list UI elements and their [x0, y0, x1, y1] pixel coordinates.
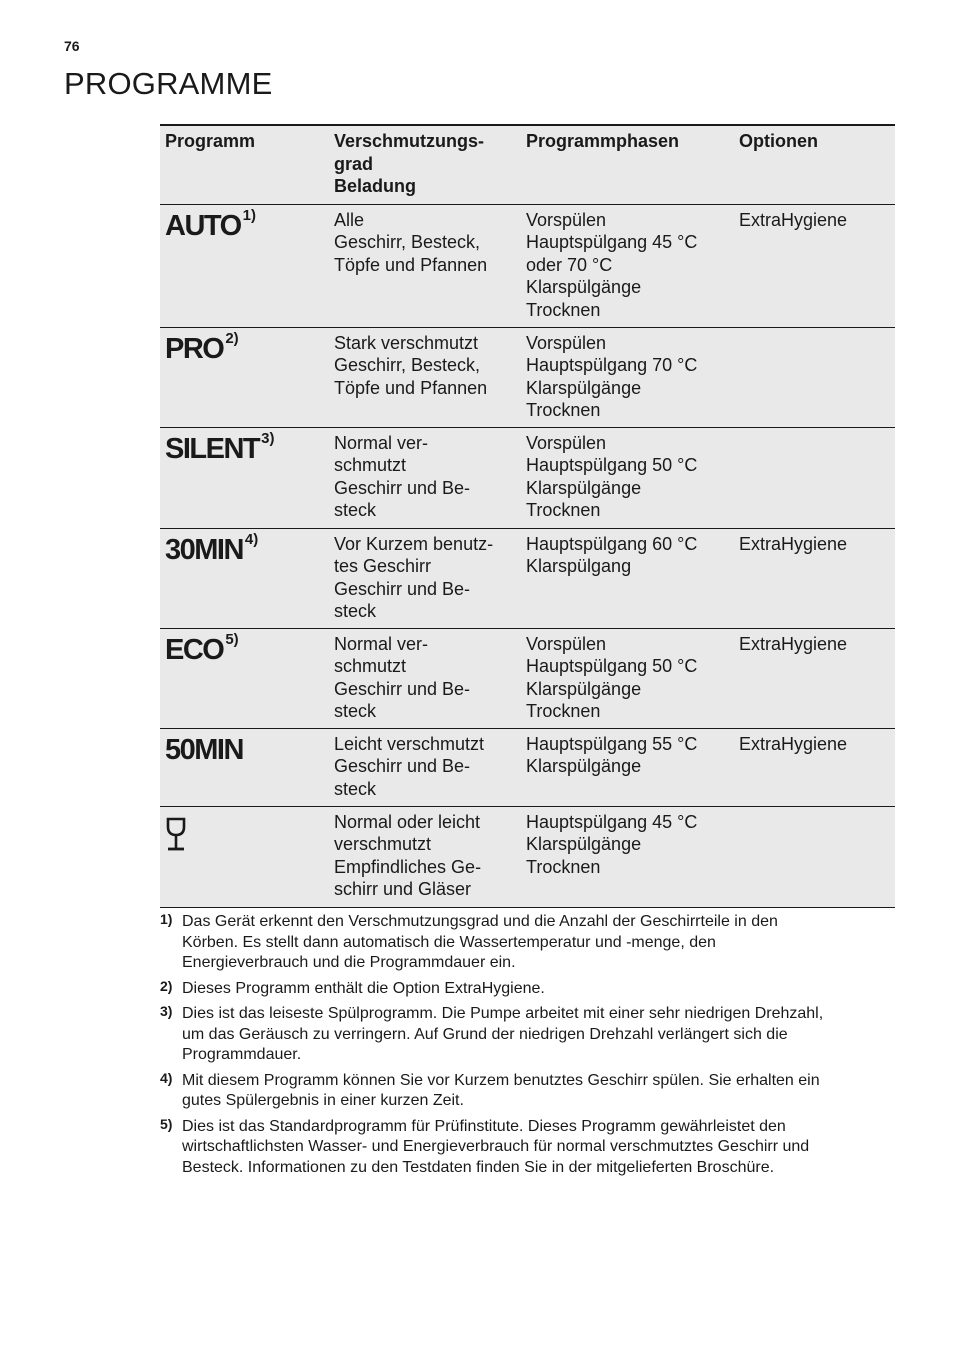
phase-line: oder 70 °C: [526, 254, 613, 275]
program-name: [165, 532, 258, 568]
soil-line: Töpfe und Pfannen: [334, 377, 488, 398]
header-line: grad: [334, 153, 374, 174]
table-row: [160, 427, 895, 528]
program-cell: [160, 806, 329, 907]
options-cell: [734, 327, 895, 427]
soil-line: Stark verschmutzt: [334, 332, 479, 353]
soil-line: Geschirr und Be-: [334, 578, 471, 599]
phase-line: Vorspülen: [526, 432, 607, 453]
footnote-marker: 3): [160, 1003, 173, 1019]
phases-cell: [521, 204, 734, 327]
phase-line: Hauptspülgang 70 °C: [526, 355, 698, 375]
header-line: Verschmutzungs-: [334, 131, 485, 151]
program-label: SILENT: [165, 432, 260, 465]
options-cell: [734, 427, 895, 528]
page-number: 76: [64, 38, 80, 54]
wine-glass-icon: [165, 816, 187, 858]
program-label: ECO: [165, 633, 224, 666]
soil-line: schmutzt: [334, 656, 407, 676]
program-table-container: [160, 124, 895, 908]
footnote-line: Dies ist das leiseste Spülprogramm. Die Pumpe arbeitet mit einer sehr niedrigen Drehzahl,: [182, 1005, 824, 1022]
soil-line: Alle: [334, 209, 365, 230]
soil-line: steck: [334, 778, 377, 799]
program-cell: [160, 728, 329, 806]
footnote: [160, 979, 895, 1000]
options-cell: ExtraHygiene: [739, 533, 848, 554]
soil-line: steck: [334, 601, 377, 621]
phases-cell: [521, 628, 734, 728]
program-cell: [160, 528, 329, 628]
footnote: [160, 1004, 895, 1066]
phase-line: Klarspülgänge: [526, 678, 642, 699]
footnote-ref: 2): [225, 329, 239, 347]
soil-line: tes Geschirr: [334, 556, 432, 576]
program-cell: [160, 628, 329, 728]
footnote: [160, 912, 895, 974]
program-label: 30MIN: [165, 533, 243, 566]
program-table: [160, 124, 895, 908]
program-cell: [160, 327, 329, 427]
program-name: [165, 632, 239, 668]
phase-line: Klarspülgänge: [526, 477, 642, 498]
phases-cell: [521, 427, 734, 528]
phase-line: Klarspülgänge: [526, 756, 642, 776]
table-row: [160, 327, 895, 427]
soil-cell: [329, 728, 521, 806]
phases-cell: [521, 327, 734, 427]
table-row: [160, 806, 895, 907]
footnote-line: Dies ist das Standardprogramm für Prüfinstitute. Dieses Programm gewährleistet den: [182, 1117, 786, 1135]
program-label: AUTO: [165, 209, 241, 242]
footnotes: [160, 912, 895, 1183]
soil-line: steck: [334, 701, 377, 721]
soil-line: Vor Kurzem benutz-: [334, 533, 494, 554]
phases-cell: [521, 806, 734, 907]
soil-line: Empfindliches Ge-: [334, 856, 482, 877]
table-body: [160, 204, 895, 907]
soil-line: verschmutzt: [334, 834, 432, 854]
footnote-marker: 4): [160, 1069, 173, 1086]
program-cell: [160, 427, 329, 528]
table-row: [160, 628, 895, 728]
options-cell: ExtraHygiene: [739, 209, 848, 230]
phase-line: Hauptspülgang 45 °C: [526, 232, 698, 252]
soil-line: Leicht verschmutzt: [334, 733, 485, 754]
soil-cell: [329, 427, 521, 528]
options-cell: ExtraHygiene: [739, 633, 848, 654]
soil-line: Normal ver-: [334, 432, 429, 453]
program-label: PRO: [165, 332, 224, 365]
phase-line: Klarspülgänge: [526, 834, 642, 854]
phase-line: Klarspülgang: [526, 556, 632, 576]
table-row: [160, 728, 895, 806]
footnote-ref: 5): [225, 630, 239, 648]
phase-line: Hauptspülgang 50 °C: [526, 455, 698, 475]
soil-cell: [329, 806, 521, 907]
footnote-line: Energieverbrauch und die Programmdauer ein.: [182, 954, 516, 971]
soil-line: schirr und Gläser: [334, 879, 472, 899]
soil-cell: [329, 204, 521, 327]
phase-line: Trocknen: [526, 299, 601, 320]
footnote-ref: 3): [261, 429, 275, 447]
soil-line: Geschirr und Be-: [334, 678, 471, 699]
phase-line: Hauptspülgang 45 °C: [526, 811, 698, 832]
phases-cell: [521, 728, 734, 806]
soil-cell: [329, 528, 521, 628]
footnote-line: Dieses Programm enthält die Option ExtraHygiene.: [182, 979, 545, 997]
phase-line: Vorspülen: [526, 633, 607, 654]
header-programmphasen: Programmphasen: [526, 131, 680, 151]
table-row: [160, 528, 895, 628]
program-name: [165, 331, 239, 367]
soil-line: Töpfe und Pfannen: [334, 254, 488, 275]
phase-line: Hauptspülgang 50 °C: [526, 656, 698, 676]
program-name: [165, 431, 274, 467]
header-line: Beladung: [334, 176, 417, 196]
soil-line: Normal ver-: [334, 633, 429, 654]
footnote-line: Mit diesem Programm können Sie vor Kurzem benutztes Geschirr spülen. Sie erhalten ein: [182, 1071, 820, 1089]
soil-line: steck: [334, 500, 377, 520]
soil-cell: [329, 628, 521, 728]
table-row: [160, 204, 895, 327]
footnote-line: Programmdauer.: [182, 1046, 302, 1063]
footnote-marker: 2): [160, 977, 173, 994]
phase-line: Klarspülgänge: [526, 377, 642, 398]
table-header-row: [160, 125, 895, 204]
program-cell: [160, 204, 329, 327]
footnote-ref: 1): [242, 206, 256, 224]
soil-line: schmutzt: [334, 455, 407, 475]
footnote-line: Körben. Es stellt dann automatisch die Wassertemperatur und -menge, den: [182, 933, 716, 951]
phase-line: Trocknen: [526, 500, 601, 520]
phase-line: Trocknen: [526, 856, 601, 877]
program-name: [165, 732, 245, 768]
header-verschmutzungsgrad: [329, 125, 521, 204]
phase-line: Vorspülen: [526, 209, 607, 230]
soil-cell: [329, 327, 521, 427]
soil-line: Geschirr, Besteck,: [334, 355, 481, 375]
program-name: [165, 208, 256, 244]
phase-line: Klarspülgänge: [526, 277, 642, 297]
page-title: PROGRAMME: [64, 66, 273, 101]
options-cell: [734, 806, 895, 907]
phase-line: Vorspülen: [526, 332, 607, 353]
phase-line: Trocknen: [526, 701, 601, 721]
phase-line: Trocknen: [526, 400, 601, 420]
soil-line: Normal oder leicht: [334, 811, 481, 832]
footnote-line: Besteck. Informationen zu den Testdaten finden Sie in der mitgelieferten Broschüre.: [182, 1158, 775, 1176]
options-cell: ExtraHygiene: [739, 733, 848, 754]
footnote-line: Das Gerät erkennt den Verschmutzungsgrad und die Anzahl der Geschirrteile in den: [182, 913, 778, 930]
header-optionen: Optionen: [739, 131, 818, 151]
header-programm: Programm: [165, 131, 256, 151]
footnote: [160, 1117, 895, 1179]
footnote-line: wirtschaftlichsten Wasser- und Energieverbrauch für normal verschmutztes Geschirr und: [182, 1138, 810, 1155]
phases-cell: [521, 528, 734, 628]
soil-line: Geschirr und Be-: [334, 756, 471, 776]
footnote-marker: 1): [160, 911, 173, 927]
footnote: [160, 1071, 895, 1112]
program-label: 50MIN: [165, 733, 243, 766]
soil-line: Geschirr, Besteck,: [334, 232, 481, 252]
footnote-marker: 5): [160, 1115, 173, 1132]
footnote-line: gutes Spülergebnis in einer kurzen Zeit.: [182, 1092, 464, 1109]
footnote-ref: 4): [244, 530, 259, 548]
footnote-line: um das Geräusch zu verringern. Auf Grund der niedrigen Drehzahl verlängert sich die: [182, 1025, 788, 1043]
soil-line: Geschirr und Be-: [334, 477, 471, 498]
phase-line: Hauptspülgang 55 °C: [526, 733, 698, 754]
phase-line: Hauptspülgang 60 °C: [526, 533, 698, 554]
